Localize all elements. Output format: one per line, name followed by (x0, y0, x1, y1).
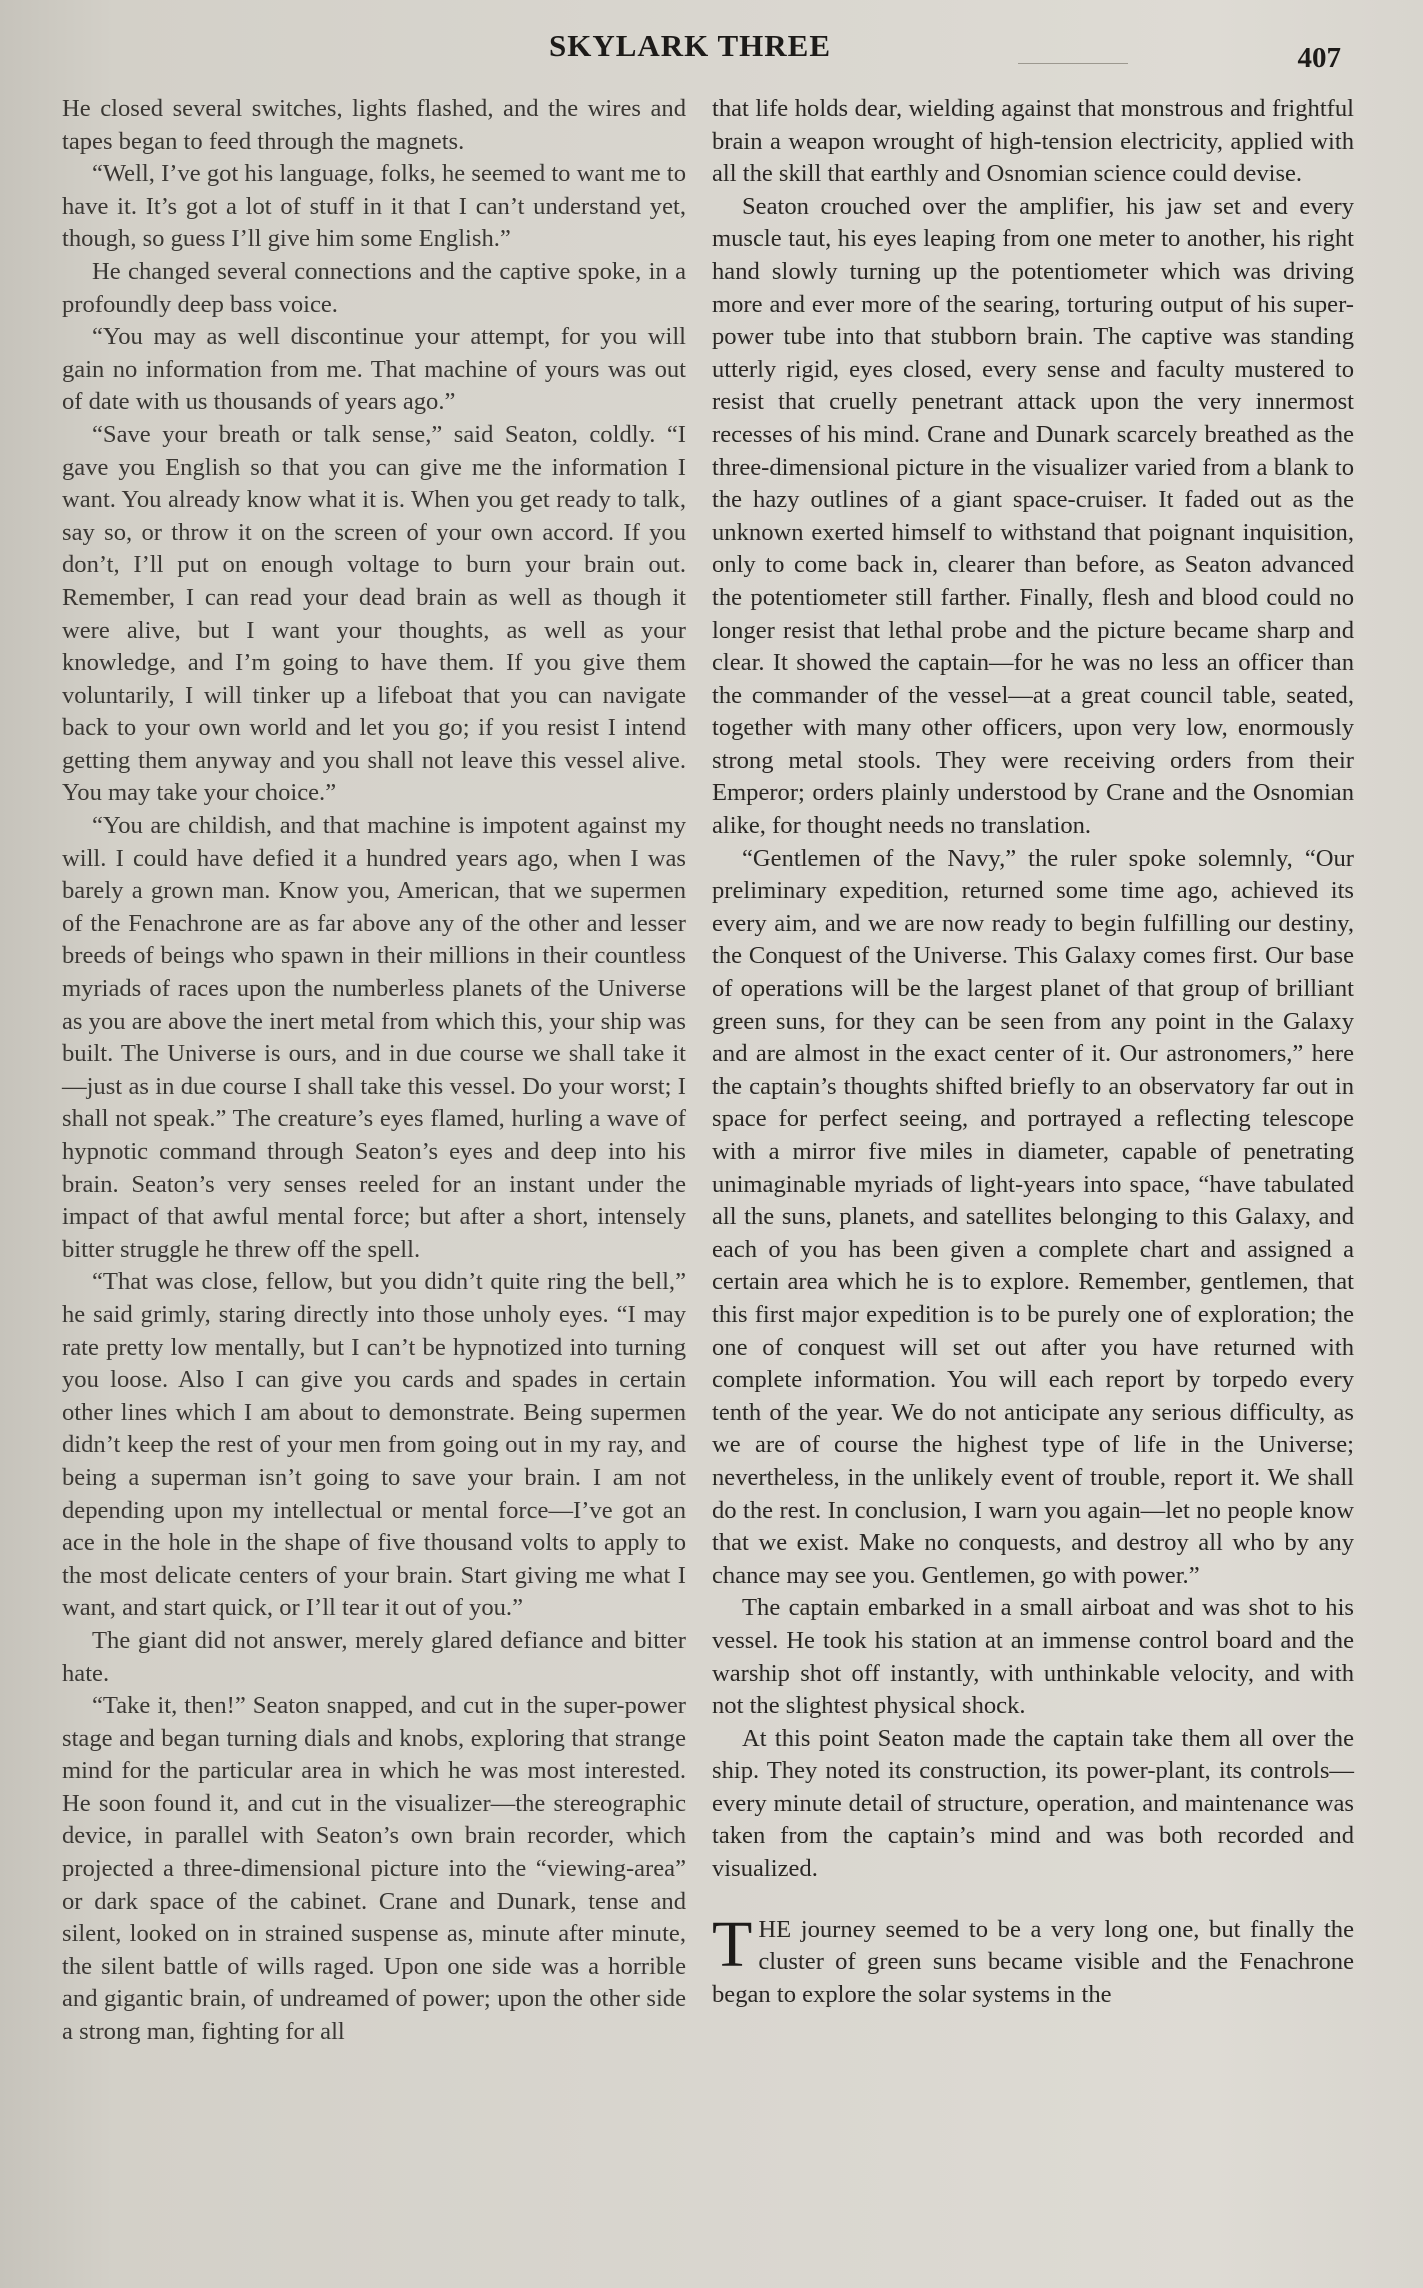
paragraph: “Gentlemen of the Navy,” the ruler spoke solemnly, “Our preliminary expedition, returned some time ago, achieved its every aim, and we are now ready to begin fulfilling our destiny, the Conquest of the Universe. This Galaxy comes first. Our base of operations will be the largest planet of that group of brilliant green suns, for they can be seen from any point in the Galaxy and are almost in the exact center of it. Our astronomers,” here the captain’s thoughts shifted briefly to an observatory far out in space for perfect seeing, and portrayed a reflecting telescope with a mirror five miles in diameter, capable of penetrating unimaginable myriads of light-years into space, “have tabulated all the suns, planets, and satellites belonging to this Galaxy, and each of you has been given a complete chart and assigned a certain area which he is to explore. Remember, gentlemen, that this first major expedition is to be purely one of exploration; the one of conquest will set out after you have returned with complete information. You will each report by torpedo every tenth of the year. We do not anticipate any serious difficulty, as we are of course the highest type of life in the Universe; nevertheless, in the unlikely event of trouble, report it. We shall do the rest. In conclusion, I warn you again—let no people know that we exist. Make no conquests, and destroy all who by any chance may see you. Gentlemen, go with power.” (712, 844, 1354, 1589)
drop-cap: T (712, 1907, 753, 1981)
section-start-text: HE journey seemed to be a very long one, but finally the cluster of green suns became visible and the Fenachrone began to explore the solar systems in the (712, 1915, 1354, 2008)
paragraph: He closed several switches, lights flashed, and the wires and tapes began to feed through the magnets. (62, 95, 686, 155)
paragraph: At this point Seaton made the captain take them all over the ship. They noted its construction, its power-plant, its controls—every minute detail of structure, operation, and maintenance was taken from the captain’s mind and was both recorded and visualized. (712, 1724, 1354, 1883)
paragraph: “Save your breath or talk sense,” said Seaton, coldly. “I gave you English so that you can give me the information I want. You already know what it is. When you get ready to talk, say so, or throw it on the screen of your own accord. If you don’t, I’ll put on enough voltage to burn your brain out. Remember, I can read your dead brain as well as though it were alive, but I want your thoughts, as well as your knowledge, and I’m going to have them. If you give them voluntarily, I will tinker up a lifeboat that you can navigate back to your own world and let you go; if you resist I intend getting them anyway and you shall not leave this vessel alive. You may take your choice.” (62, 420, 686, 807)
paragraph: that life holds dear, wielding against that monstrous and frightful brain a weapon wrought of high-tension electricity, applied with all the skill that earthly and Osnomian science could devise. (712, 95, 1354, 188)
running-head (0, 28, 1423, 74)
paragraph: “Take it, then!” Seaton snapped, and cut in the super-power stage and began turning dials and knobs, exploring that strange mind for the particular area in which he was most interested. He soon found it, and cut in the visualizer—the stereographic device, in parallel with Seaton’s own brain recorder, which projected a three-dimensional picture into the “viewing-area” or dark space of the cabinet. Crane and Dunark, tense and silent, looked on in strained suspense as, minute after minute, the silent battle of wills raged. Upon one side was a horrible and gigantic brain, of undreamed of power; upon the other side a strong man, fighting for all (62, 1692, 686, 2046)
paragraph: He changed several connections and the captive spoke, in a profoundly deep bass voice. (62, 257, 686, 318)
running-title: SKYLARK THREE (548, 28, 832, 63)
header-rule (1018, 63, 1128, 64)
left-column (62, 93, 686, 2049)
paragraph: “Well, I’ve got his language, folks, he seemed to want me to have it. It’s got a lot of stuff in it that I can’t understand yet, though, so guess I’ll give him some English.” (62, 160, 686, 253)
page-number: 407 (1297, 42, 1341, 74)
paragraph: The giant did not answer, merely glared defiance and bitter hate. (62, 1626, 686, 1687)
paragraph: Seaton crouched over the amplifier, his jaw set and every muscle taut, his eyes leaping from one meter to another, his right hand slowly turning up the potentiometer which was driving more and ever more of the searing, torturing output of his super-power tube into that stubborn brain. The captive was standing utterly rigid, eyes closed, every sense and faculty mustered to resist that cruelly penetrant attack upon the very innermost recesses of his mind. Crane and Dunark scarcely breathed as the three-dimensional picture in the visualizer varied from a blank to the hazy outlines of a giant space-cruiser. It faded out as the unknown exerted himself to withstand that poignant inquisition, only to come back in, clearer than before, as Seaton advanced the potentiometer still farther. Finally, flesh and blood could no longer resist that lethal probe and the picture became sharp and clear. It showed the captain—for he was no less an officer than the commander of the vessel—at a great council table, seated, together with many other officers, upon very low, enormously strong metal stools. They were receiving orders from their Emperor; orders plainly understood by Crane and the Osnomian alike, for thought needs no translation. (712, 192, 1354, 840)
paragraph: The captain embarked in a small airboat and was shot to his vessel. He took his station at an immense control board and the warship shot off instantly, with unthinkable velocity, and with not the slightest physical shock. (712, 1594, 1354, 1720)
paragraph: “That was close, fellow, but you didn’t quite ring the bell,” he said grimly, staring directly into those unholy eyes. “I may rate pretty low mentally, but I can’t be hypnotized into turning you loose. Also I can give you cards and spades in certain other lines which I am about to demonstrate. Being supermen didn’t keep the rest of your men from going out in my ray, and being a superman isn’t going to save your brain. I am not depending upon my intellectual or mental force—I’ve got an ace in the hole in the shape of five thousand volts to apply to the most delicate centers of your brain. Start giving me what I want, and start quick, or I’ll tear it out of you.” (62, 1268, 686, 1622)
paragraph: “You may as well discontinue your attempt, for you will gain no information from me. That machine of yours was out of date with us thousands of years ago.” (62, 323, 686, 416)
section-start-paragraph (712, 1907, 1354, 2012)
right-column (712, 93, 1354, 2011)
paragraph: “You are childish, and that machine is impotent against my will. I could have defied it a hundred years ago, when I was barely a grown man. Know you, American, that we supermen of the Fenachrone are as far above any of the other and lesser breeds of beings who spawn in their millions in their countless myriads of races upon the numberless planets of the Universe as you are above the inert metal from which this, your ship was built. The Universe is ours, and in due course we shall take it—just as in due course I shall take this vessel. Do your worst; I shall not speak.” The creature’s eyes flamed, hurling a wave of hypnotic command through Seaton’s eyes and deep into his brain. Seaton’s very senses reeled for an instant under the impact of that awful mental force; but after a short, intensely bitter struggle he threw off the spell. (62, 812, 686, 1263)
